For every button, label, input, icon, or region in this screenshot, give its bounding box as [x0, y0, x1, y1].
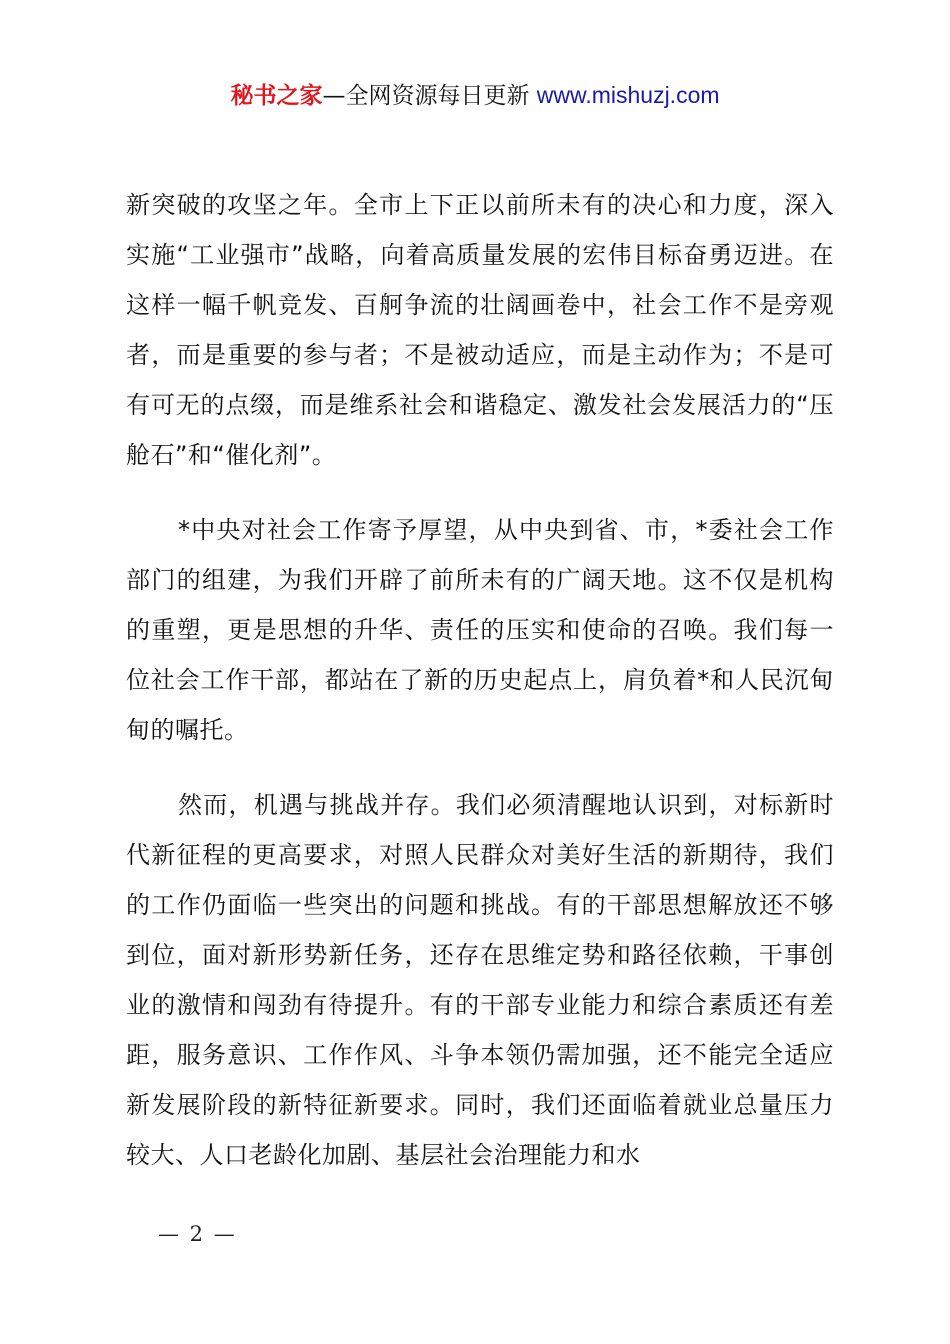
paragraph-continued: 新突破的攻坚之年。全市上下正以前所未有的决心和力度，深入实施“工业强市”战略，向着高质量发展的宏伟目标奋勇迈进。在这样一幅千帆竞发、百舸争流的壮阔画卷中，社会工作不是旁观者，而是重要的参与者；不是被动适应，而是主动作为；不是可有可无的点缀，而是维系社会和谐稳定、激发社会发展活力的“压舱石”和“催化剂”。 — [126, 191, 834, 469]
paragraph: *中央对社会工作寄予厚望，从中央到省、市，*委社会工作部门的组建，为我们开辟了前所未有的广阔天地。这不仅是机构的重塑，更是思想的升华、责任的压实和使命的召唤。我们每一位社会工作干部，都站在了新的历史起点上，肩负着*和人民沉甸甸的嘱托。 — [126, 516, 834, 744]
site-header — [0, 78, 950, 113]
header-tagline: —全网资源每日更新 — [322, 83, 537, 109]
paragraph: 然而，机遇与挑战并存。我们必须清醒地认识到，对标新时代新征程的更高要求，对照人民群众对美好生活的新期待，我们的工作仍面临一些突出的问题和挑战。有的干部思想解放还不够到位，面对新形势新任务，还存在思维定势和路径依赖，干事创业的激情和闯劲有待提升。有的干部专业能力和综合素质还有差距，服务意识、工作作风、斗争本领仍需加强，还不能完全适应新发展阶段的新特征新要求。同时，我们还面临着就业总量压力较大、人口老龄化加剧、基层社会治理能力和水 — [126, 791, 834, 1169]
page-number: — 2 — — [158, 1222, 237, 1246]
document-body — [126, 180, 834, 1205]
brand-name: 秘书之家 — [230, 83, 323, 109]
site-url-link[interactable]: www.mishuzj.com — [536, 82, 720, 108]
